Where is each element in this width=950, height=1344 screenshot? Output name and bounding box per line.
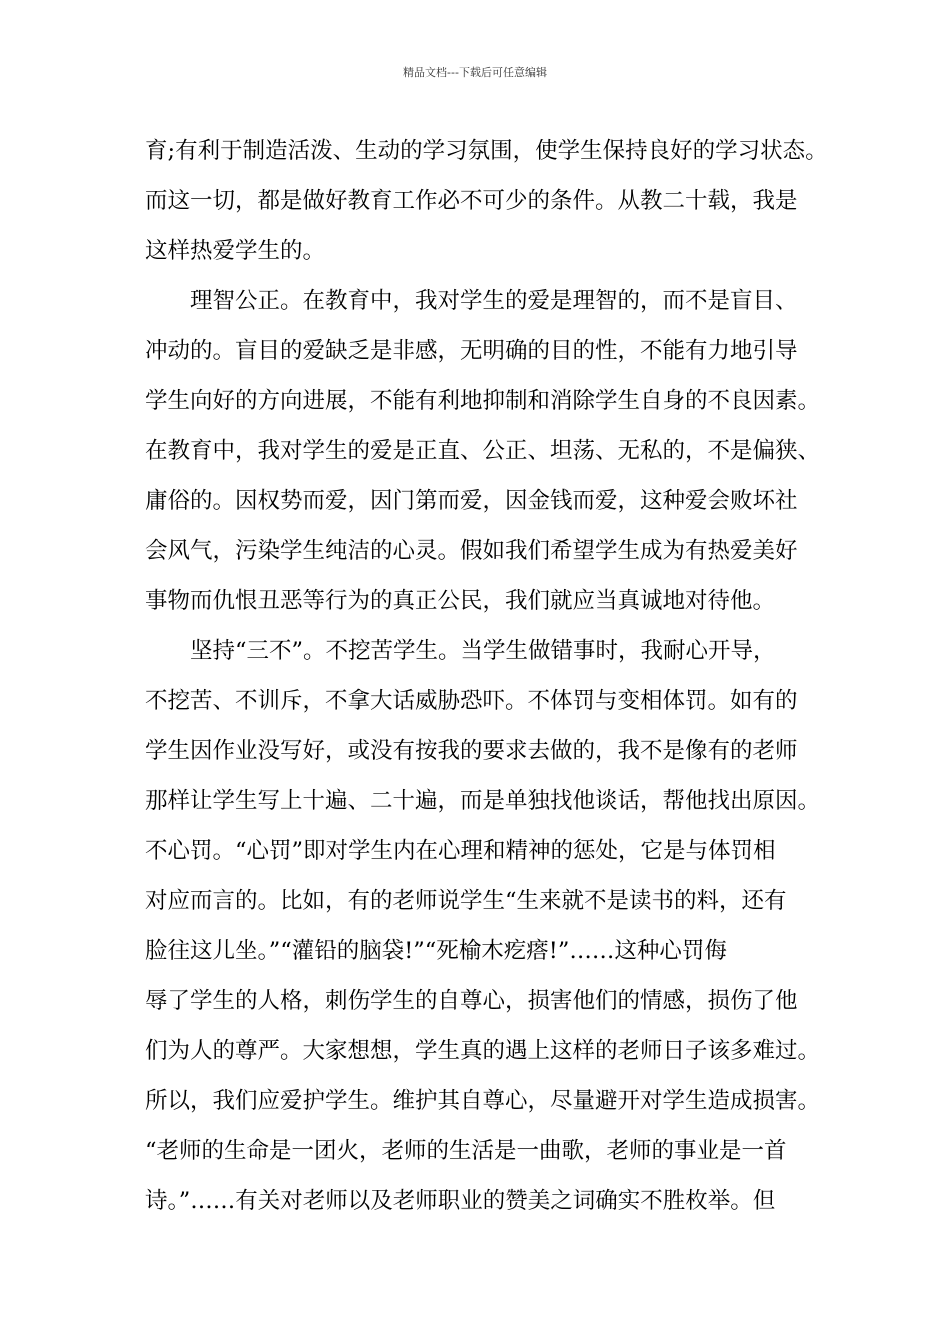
page-header: 精品文档---下载后可任意编辑 — [403, 66, 547, 79]
text-line: 育;有利于制造活泼、生动的学习氛围，使学生保持良好的学习状态。 — [145, 138, 828, 164]
text-line: 学生因作业没写好，或没有按我的要求去做的，我不是像有的老师 — [145, 738, 798, 764]
text-line: 冲动的。盲目的爱缺乏是非感，无明确的目的性，不能有力地引导 — [145, 338, 798, 364]
text-line: “老师的生命是一团火，老师的生活是一曲歌，老师的事业是一首 — [145, 1138, 787, 1164]
text-line: 不挖苦、不训斥，不拿大话威胁恐吓。不体罚与变相体罚。如有的 — [145, 688, 798, 714]
text-line: 所以，我们应爱护学生。维护其自尊心，尽量避开对学生造成损害。 — [145, 1088, 821, 1114]
text-line: 对应而言的。比如，有的老师说学生“生来就不是读书的料，还有 — [145, 888, 787, 914]
text-line: 脸往这儿坐。”“灌铅的脑袋!”“死榆木疙瘩!”……这种心罚侮 — [145, 938, 727, 964]
text-line: 这样热爱学生的。 — [145, 238, 326, 264]
text-line: 会风气，污染学生纯洁的心灵。假如我们希望学生成为有热爱美好 — [145, 538, 798, 564]
document-body — [145, 126, 835, 1226]
paragraph-start-line: 理智公正。在教育中，我对学生的爱是理智的，而不是盲目、 — [190, 288, 798, 314]
text-line: 学生向好的方向进展，不能有利地抑制和消除学生自身的不良因素。 — [145, 388, 821, 414]
paragraph-start-line: 坚持“三不”。不挖苦学生。当学生做错事时，我耐心开导， — [190, 638, 776, 664]
text-line: 庸俗的。因权势而爱，因门第而爱，因金钱而爱，这种爱会败坏社 — [145, 488, 798, 514]
text-line: 不心罚。“心罚”即对学生内在心理和精神的惩处，它是与体罚相 — [145, 838, 776, 864]
text-line: 事物而仇恨丑恶等行为的真正公民，我们就应当真诚地对待他。 — [145, 588, 776, 614]
text-line: 而这一切，都是做好教育工作必不可少的条件。从教二十载，我是 — [145, 188, 798, 214]
text-line: 在教育中，我对学生的爱是正直、公正、坦荡、无私的，不是偏狭、 — [145, 438, 821, 464]
text-line: 辱了学生的人格，刺伤学生的自尊心，损害他们的情感，损伤了他 — [145, 988, 798, 1014]
text-line: 那样让学生写上十遍、二十遍，而是单独找他谈话，帮他找出原因。 — [145, 788, 821, 814]
text-line: 们为人的尊严。大家想想，学生真的遇上这样的老师日子该多难过。 — [145, 1038, 821, 1064]
text-line: 诗。”……有关对老师以及老师职业的赞美之词确实不胜枚举。但 — [145, 1188, 776, 1214]
